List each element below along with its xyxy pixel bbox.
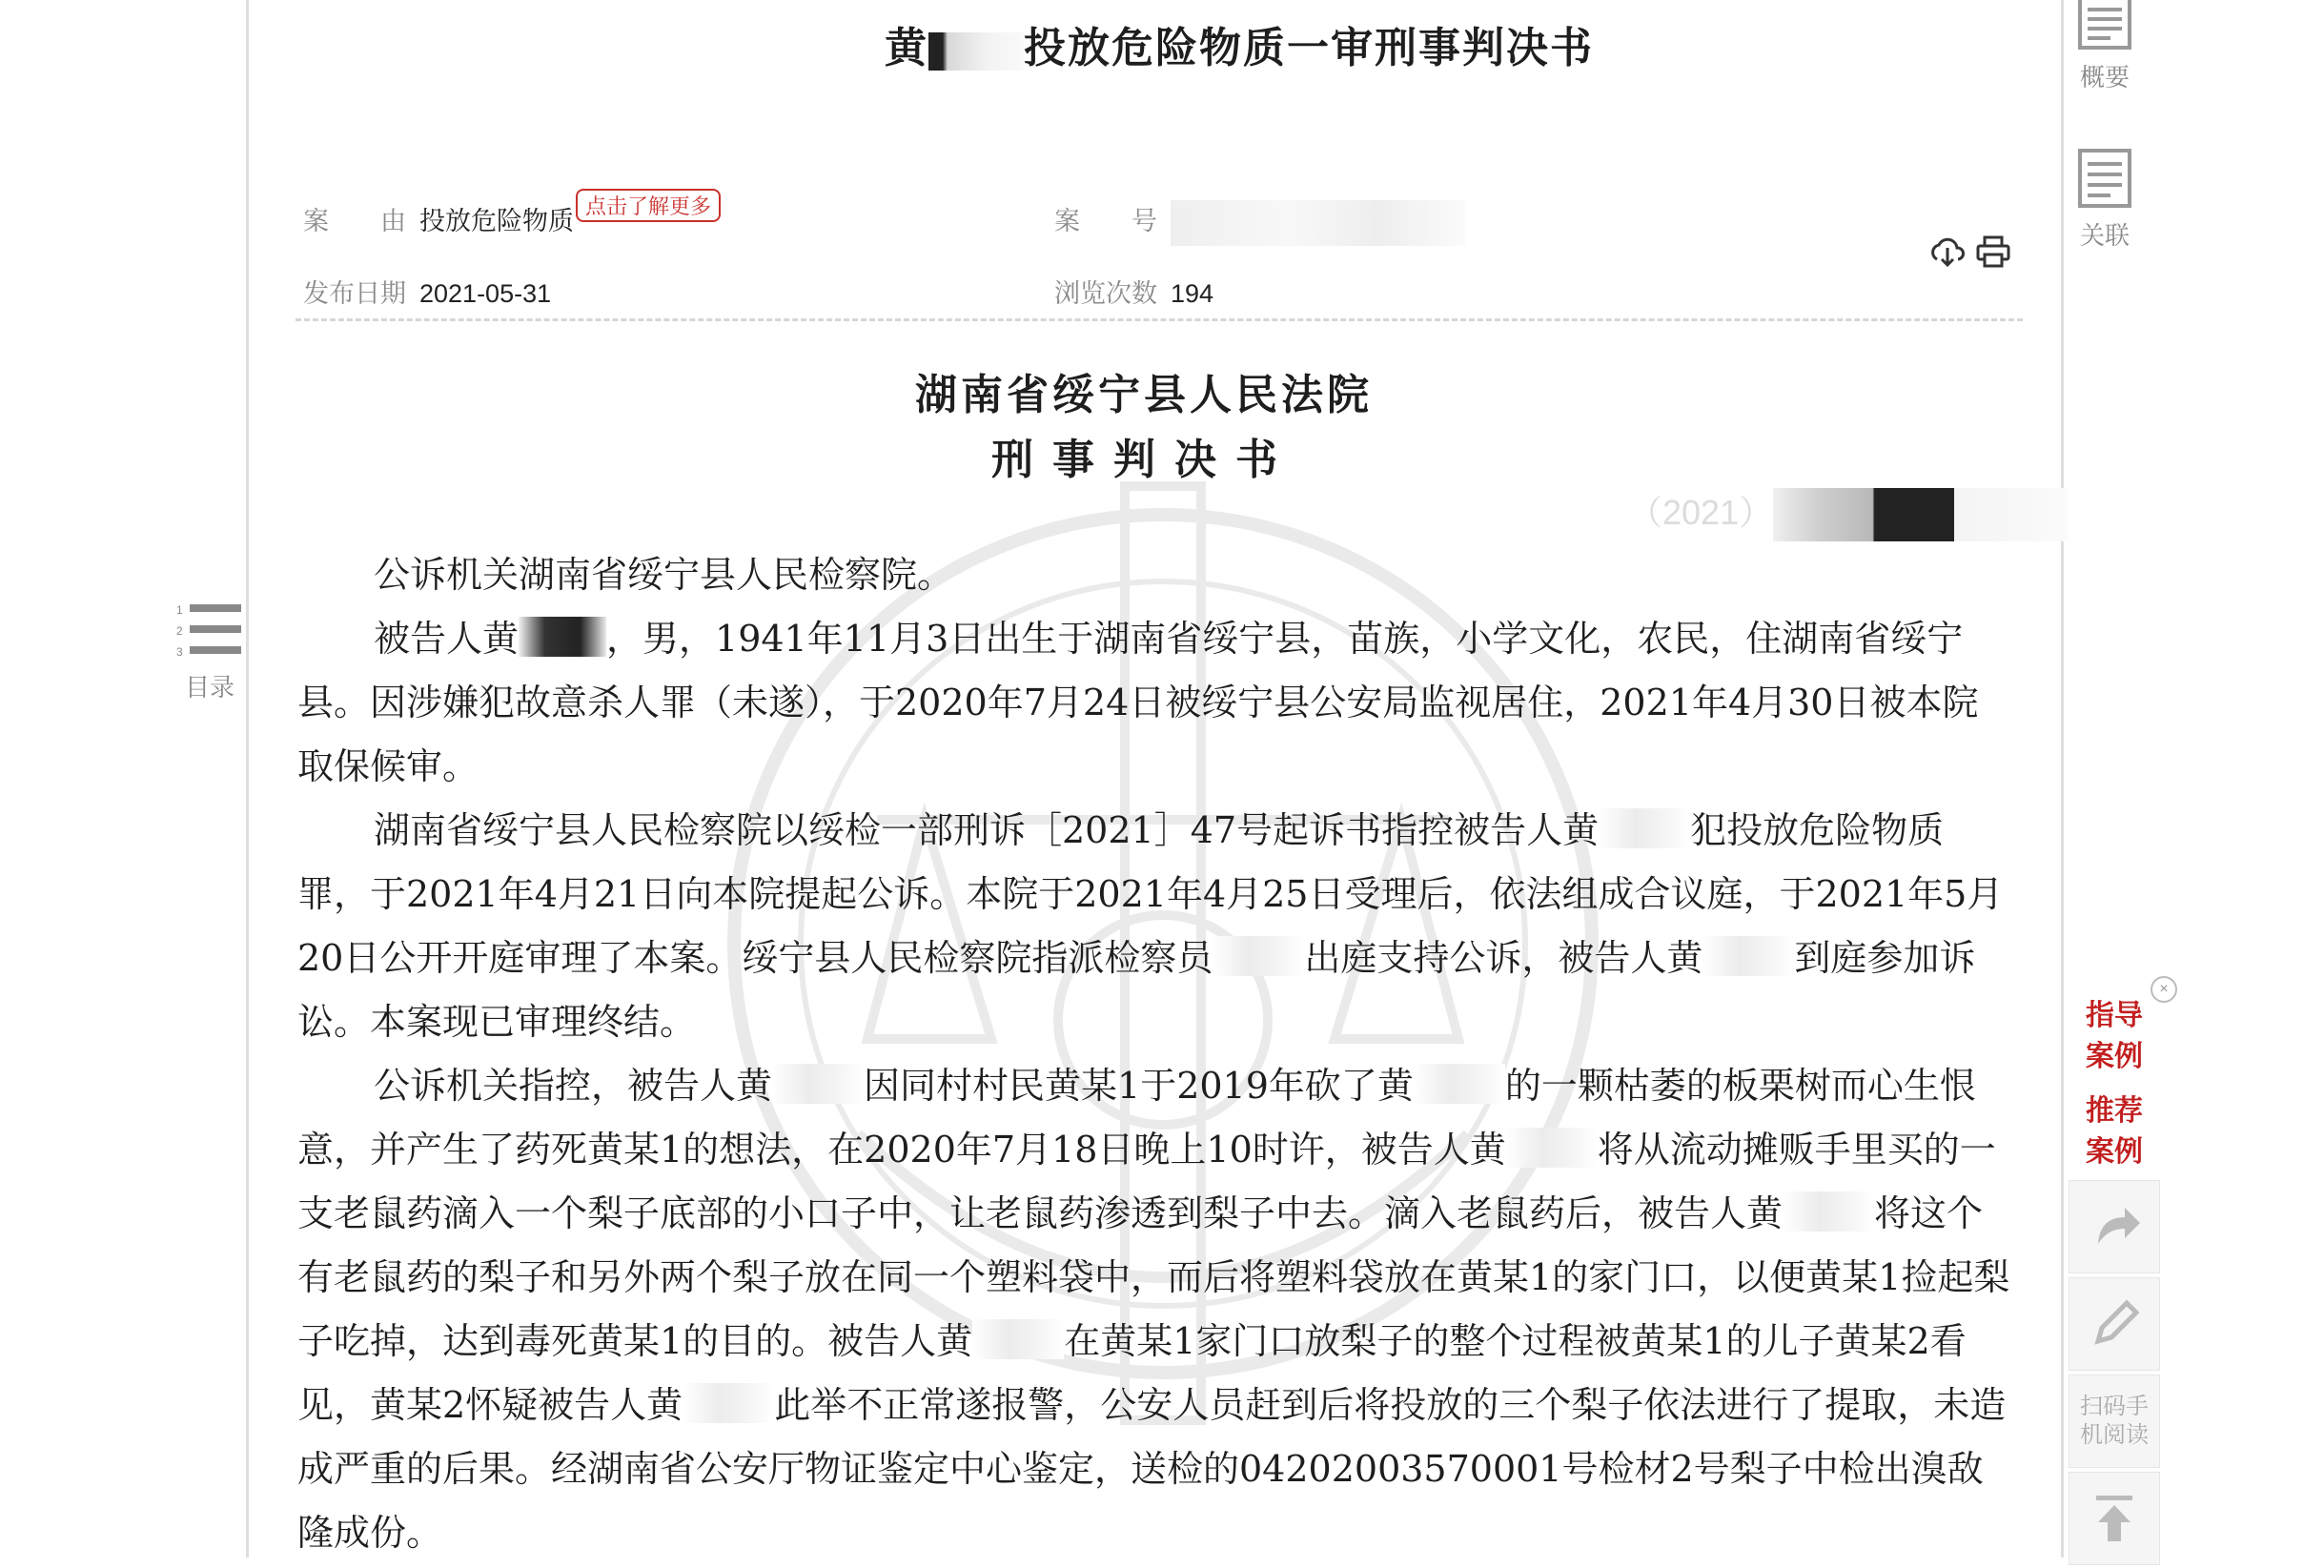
back-to-top-icon: [2069, 1473, 2159, 1564]
toc-label: 目录: [184, 673, 234, 702]
meta-views: [1054, 273, 1213, 310]
views-label: 浏览次数: [1054, 279, 1157, 308]
edit-button[interactable]: [2069, 1277, 2160, 1371]
redacted-name: [1414, 1064, 1505, 1104]
redacted-name: [519, 617, 606, 657]
meta-date: [303, 273, 551, 310]
svg-text:3: 3: [176, 645, 183, 659]
redacted-name: [928, 32, 1024, 71]
redacted-case-number: [1171, 200, 1466, 246]
cause-label: 案 由: [303, 207, 406, 235]
court-name: 湖南省绥宁县人民法院: [915, 371, 1373, 419]
summary-button[interactable]: [2070, 0, 2139, 93]
text-segment: 将从流动摊贩手里买的一支老鼠药滴入一个梨子底部的小口子中，让老鼠药渗透到梨子中去。滴入老鼠药后，被告人黄: [297, 1129, 1996, 1234]
redacted-name: [772, 1064, 864, 1104]
text-segment: 被告人黄: [374, 618, 520, 660]
share-button[interactable]: [2069, 1180, 2160, 1273]
redacted-name: [972, 1319, 1064, 1359]
case-number-label: 案 号: [1054, 207, 1157, 236]
text-segment: 出庭支持公诉，被告人黄: [1304, 937, 1703, 979]
text-segment: 湖南省绥宁县人民检察院以绥检一部刑诉［2021］47号起诉书指控被告人黄: [374, 809, 1600, 851]
content-frame-left: [246, 0, 249, 1558]
paragraph-procedure: [297, 799, 2013, 1054]
text-segment: 因同村村民黄某1于2019年砍了黄: [864, 1065, 1414, 1107]
date-value: 2021-05-31: [419, 279, 552, 308]
views-value: 194: [1171, 279, 1214, 308]
recommend-case-link[interactable]: 推荐案例: [2086, 1095, 2143, 1168]
content-frame-right: [2061, 0, 2064, 1558]
judgment-body: [297, 543, 2013, 1565]
learn-more-button[interactable]: 点击了解更多: [576, 189, 721, 222]
text-segment: 此举不正常遂报警，公安人员赶到后将投放的三个梨子依法进行了提取，未造成严重的后果。经湖南省公安厅物证鉴定中心鉴定，送检的04202003570001号检材2号梨子中检出溴敌隆成份。: [297, 1384, 2007, 1554]
text-segment: 犯投放危险物质罪，于2021年4月21日向本院提起公诉。本院于2021年4月25日受理后，依法组成合议庭，于2021年5月20日公开开庭审理了本案。绥宁县人民检察院指派检察员: [297, 809, 2004, 979]
svg-text:2: 2: [176, 624, 183, 638]
text-segment: ，男，1941年11月3日出生于湖南省绥宁县，苗族，小学文化，农民，住湖南省绥宁县。因涉嫌犯故意杀人罪（未遂），于2020年7月24日被绥宁县公安局监视居住，2021年4月30日被本院取保候审。: [297, 618, 1979, 787]
related-button[interactable]: [2070, 147, 2139, 252]
download-cloud-icon[interactable]: [1929, 234, 1966, 269]
document-summary-icon: [2076, 0, 2133, 51]
redacted-name: [683, 1383, 774, 1423]
text-segment: 公诉机关指控，被告人黄: [374, 1065, 773, 1107]
redacted-name: [1783, 1191, 1874, 1232]
document-kind: 刑事判决书: [991, 436, 1296, 484]
date-label: 发布日期: [303, 279, 406, 308]
text-segment: 的一颗枯萎的板栗树而心生恨意，并产生了药死黄某1的想法，在2020年7月18日晚上10时许，被告人黄: [297, 1065, 1976, 1171]
meta-case-number: [1054, 200, 1466, 246]
document-number: [1628, 486, 2069, 540]
text-segment: 到庭参加诉讼。本案现已审理终结。: [297, 937, 1976, 1043]
redacted-name: [1506, 1128, 1598, 1168]
svg-text:1: 1: [176, 603, 183, 617]
title-prefix: 黄: [885, 24, 928, 72]
paragraph-accusation: [297, 1054, 2013, 1565]
redacted-name: [1702, 936, 1794, 976]
text-segment: 将这个有老鼠药的梨子和另外两个梨子放在同一个塑料袋中，而后将塑料袋放在黄某1的家门口，以便黄某1捡起梨子吃掉，达到毒死黄某1的目的。被告人黄: [297, 1192, 2010, 1362]
toc-button[interactable]: [172, 601, 248, 703]
related-label: 关联: [2079, 221, 2130, 250]
meta-cause: [303, 194, 721, 237]
share-arrow-icon: [2069, 1181, 2159, 1273]
redacted-number-tail: [1954, 488, 2069, 541]
printer-icon[interactable]: [1975, 234, 2011, 269]
title-rest: 投放危险物质一审刑事判决书: [1024, 24, 1594, 72]
guide-case-link[interactable]: 指导案例: [2086, 1000, 2143, 1072]
paragraph-defendant: [297, 607, 2013, 799]
paragraph-prosecutor: 公诉机关湖南省绥宁县人民检察院。: [374, 554, 954, 596]
summary-label: 概要: [2079, 63, 2130, 92]
cause-value: 投放危险物质: [419, 207, 574, 235]
document-number-prefix: （2021）: [1628, 493, 1774, 532]
close-recommend-button[interactable]: ×: [2151, 976, 2177, 1003]
meta-divider: [296, 318, 2023, 321]
page-title: [477, 13, 2002, 74]
redacted-number: [1773, 488, 1954, 541]
redacted-name: [1213, 936, 1304, 976]
related-docs-icon: [2076, 147, 2133, 210]
pencil-icon: [2069, 1278, 2159, 1370]
qr-read-label: 扫码手机阅读: [2080, 1394, 2149, 1448]
qr-read-button[interactable]: [2069, 1375, 2160, 1468]
back-to-top-button[interactable]: [2069, 1472, 2160, 1565]
text-segment: 在黄某1家门口放梨子的整个过程被黄某1的儿子黄某2看见，黄某2怀疑被告人黄: [297, 1320, 1967, 1426]
redacted-name: [1599, 808, 1690, 848]
numbered-list-icon: [176, 601, 243, 662]
